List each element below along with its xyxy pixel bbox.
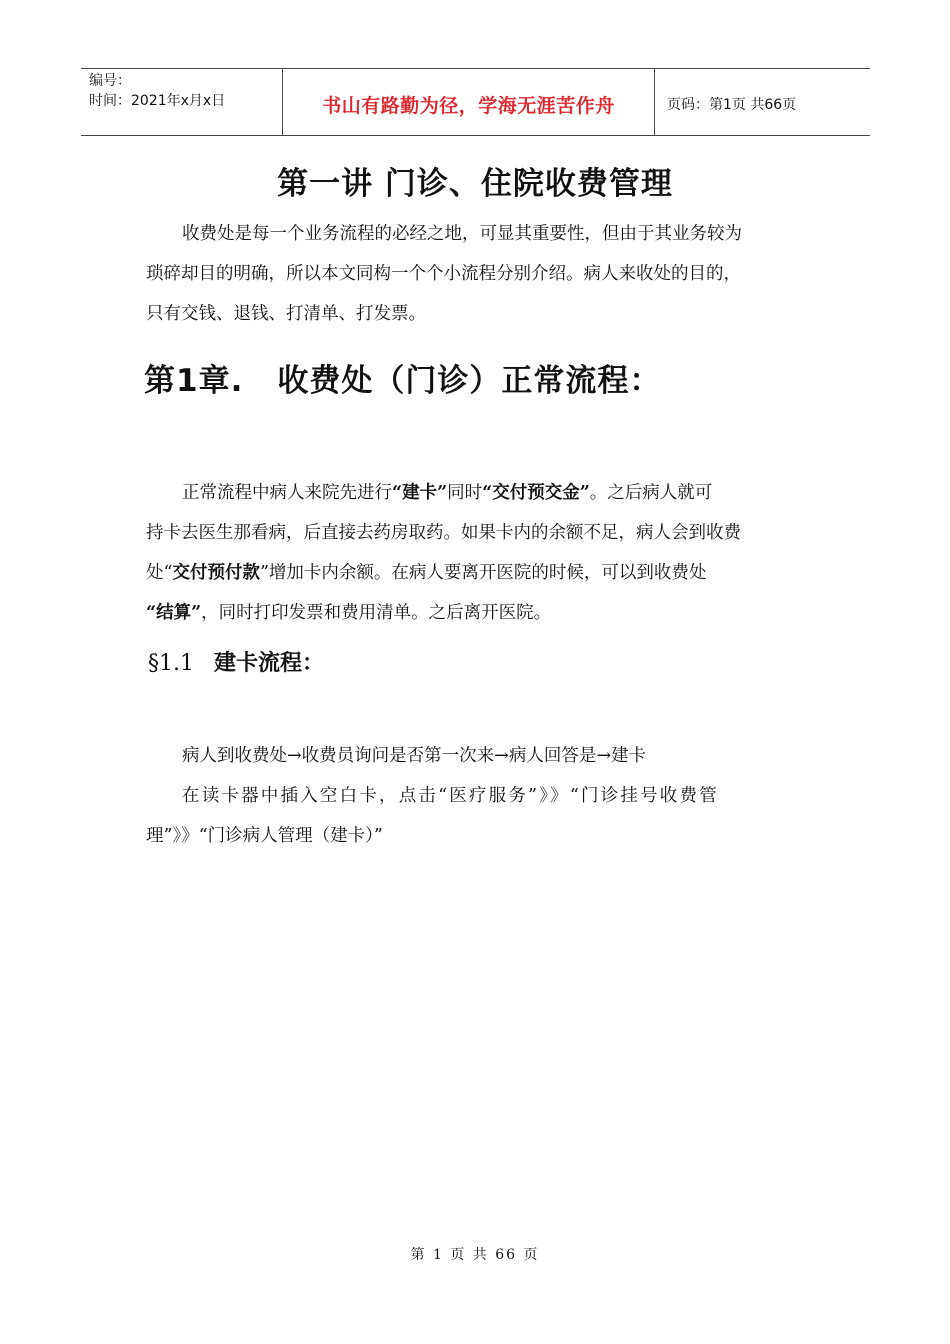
chapter-title: 收费处（门诊）正常流程： <box>277 363 662 399</box>
section-heading <box>148 646 324 677</box>
intro-paragraph <box>146 214 814 334</box>
chapter-number: 第1章. <box>144 363 244 399</box>
steps-line-3: 理”》》“门诊病人管理（建卡）” <box>146 826 383 846</box>
flow-line-4: “结算”，同时打印发票和费用清单。之后离开医院。 <box>146 603 552 623</box>
header-motto-cell <box>282 69 655 135</box>
time-label: 时间：2021年x月x日 <box>89 93 226 109</box>
section-number: §1.1 <box>148 651 194 676</box>
flow-line-1: 正常流程中病人来院先进行“建卡”同时“交付预交金”。之后病人就可 <box>182 483 713 503</box>
flow-paragraph <box>146 473 814 633</box>
page-footer: 第 1 页 共 66 页 <box>410 1247 540 1263</box>
keyword-settle: “结算” <box>146 603 202 623</box>
header-meta-cell <box>81 69 282 135</box>
page-info: 页码：第1页 共66页 <box>667 96 797 113</box>
intro-line-1: 收费处是每一个业务流程的必经之地，可显其重要性，但由于其业务较为 <box>182 224 742 244</box>
intro-line-2: 琐碎却目的明确，所以本文同构一个个小流程分别介绍。病人来收处的目的， <box>146 264 741 284</box>
page-title: 第一讲 门诊、住院收费管理 <box>277 166 673 202</box>
keyword-prepay: 交付预付款 <box>172 563 260 583</box>
steps-line-2: 在读卡器中插入空白卡，点击“医疗服务”》》“门诊挂号收费管 <box>182 786 719 806</box>
steps-paragraph <box>146 736 814 856</box>
motto-text: 书山有路勤为径，学海无涯苦作舟 <box>322 94 615 117</box>
keyword-deposit: “交付预交金” <box>482 483 590 503</box>
flow-line-3: 处“交付预付款”增加卡内余额。在病人要离开医院的时候，可以到收费处 <box>146 563 707 583</box>
chapter-heading <box>144 355 661 400</box>
flow-line-2: 持卡去医生那看病，后直接去药房取药。如果卡内的余额不足，病人会到收费 <box>146 523 741 543</box>
steps-line-1: 病人到收费处→收费员询问是否第一次来→病人回答是→建卡 <box>182 746 646 766</box>
intro-line-3: 只有交钱、退钱、打清单、打发票。 <box>146 304 426 324</box>
header-table <box>81 68 870 136</box>
header-page-cell <box>655 69 870 135</box>
number-label: 编号： <box>89 73 131 89</box>
keyword-create-card: “建卡” <box>392 483 448 503</box>
section-title: 建卡流程： <box>214 650 325 676</box>
